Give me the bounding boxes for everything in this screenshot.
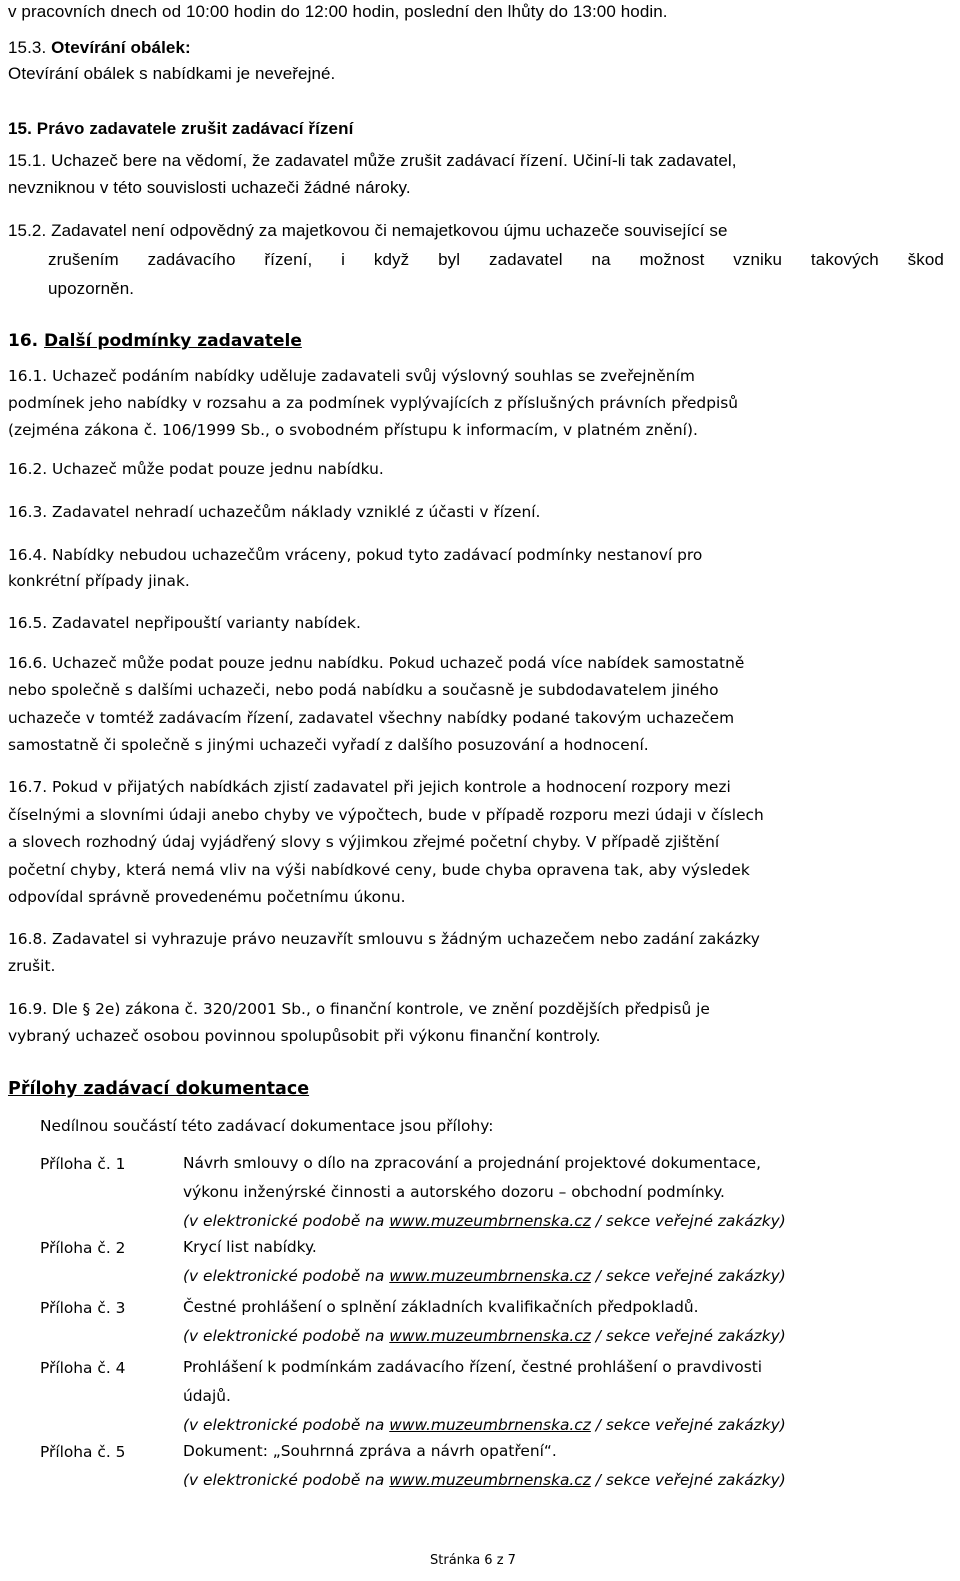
page-number-footer: Stránka 6 z 7 [430, 1553, 516, 1568]
attachment-description [183, 1149, 786, 1236]
museum-website-link[interactable]: www.muzeumbrnenska.cz [389, 1267, 591, 1285]
section-15-heading [8, 118, 353, 140]
section-16-3: 16.3. Zadavatel nehradí uchazečům náklady vzniklé z účasti v řízení. [8, 503, 541, 521]
section-number: 15.3. [8, 38, 47, 57]
attachment-description [183, 1437, 786, 1495]
section-16-heading [8, 330, 302, 352]
source-suffix: / sekce veřejné zakázky) [590, 1267, 786, 1285]
section-16-2: 16.2. Uchazeč může podat pouze jednu nabídku. [8, 460, 384, 478]
attachments-heading: Přílohy zadávací dokumentace [8, 1079, 310, 1099]
section-16-4-line1: 16.4. Nabídky nebudou uchazečům vráceny, pokud tyto zadávací podmínky nestanoví pro [8, 546, 703, 564]
attachment-source-note [183, 1207, 786, 1236]
section-16-6-line1: 16.6. Uchazeč může podat pouze jednu nabídku. Pokud uchazeč podá více nabídek samostatně [8, 654, 745, 672]
attachment-source-note [183, 1262, 786, 1291]
attachment-line: Krycí list nabídky. [183, 1238, 317, 1256]
section-number: 15. [8, 119, 32, 138]
paragraph-line: v pracovních dnech od 10:00 hodin do 12:00 hodin, poslední den lhůty do 13:00 hodin. [8, 2, 668, 21]
paragraph-text: Zadavatel není odpovědný za majetkovou či nemajetkovou újmu uchazeče související se [51, 221, 728, 240]
attachment-source-note [183, 1411, 786, 1440]
attachment-line: výkonu inženýrské činnosti a autorského dozoru – obchodní podmínky. [183, 1183, 725, 1201]
source-suffix: / sekce veřejné zakázky) [590, 1416, 786, 1434]
section-16-1-line1 [8, 365, 695, 387]
paragraph-line: nebo společně s dalšími uchazeči, nebo podá nabídku a současně je subdodavatelem jiného [8, 681, 719, 699]
source-prefix: (v elektronické podobě na [183, 1416, 390, 1434]
paragraph-line: podmínek jeho nabídky v rozsahu a za podmínek vyplývajících z příslušných právních předpisů [8, 394, 739, 412]
section-15-2-line1 [8, 220, 728, 242]
paragraph-line: konkrétní případy jinak. [8, 572, 190, 590]
section-16-7-line1: 16.7. Pokud v přijatých nabídkách zjistí zadavatel při jejich kontrole a hodnocení rozpory mezi [8, 778, 731, 796]
section-number: 16. [8, 331, 39, 351]
paragraph-line: upozorněn. [48, 279, 135, 298]
attachment-description [183, 1353, 786, 1440]
source-prefix: (v elektronické podobě na [183, 1471, 390, 1489]
paragraph-line: zrušením zadávacího řízení, i když byl zadavatel na možnost vzniku takových škod [48, 250, 944, 269]
attachment-source-note [183, 1322, 786, 1351]
attachment-source-note [183, 1466, 786, 1495]
paragraph-line: nevzniknou v této souvislosti uchazeči žádné nároky. [8, 178, 411, 197]
attachment-line: Čestné prohlášení o splnění základních kvalifikačních předpokladů. [183, 1298, 699, 1316]
source-suffix: / sekce veřejné zakázky) [590, 1212, 786, 1230]
museum-website-link[interactable]: www.muzeumbrnenska.cz [389, 1327, 591, 1345]
attachments-intro: Nedílnou součástí této zadávací dokumentace jsou přílohy: [40, 1117, 494, 1135]
attachment-label: Příloha č. 2 [40, 1239, 126, 1257]
paragraph-text: Uchazeč podáním nabídky uděluje zadavateli svůj výslovný souhlas se zveřejněním [52, 367, 695, 385]
source-suffix: / sekce veřejné zakázky) [590, 1327, 786, 1345]
paragraph-line: uchazeče v tomtéž zadávacím řízení, zadavatel všechny nabídky podané takovým uchazečem [8, 709, 735, 727]
source-prefix: (v elektronické podobě na [183, 1212, 390, 1230]
attachment-line: údajů. [183, 1387, 231, 1405]
section-16-5: 16.5. Zadavatel nepřipouští varianty nabídek. [8, 614, 361, 632]
museum-website-link[interactable]: www.muzeumbrnenska.cz [389, 1212, 591, 1230]
section-title: Otevírání obálek: [51, 38, 191, 57]
attachment-label: Příloha č. 4 [40, 1359, 126, 1377]
paragraph-line: (zejména zákona č. 106/1999 Sb., o svobodném přístupu k informacím, v platném znění). [8, 421, 698, 439]
museum-website-link[interactable]: www.muzeumbrnenska.cz [389, 1416, 591, 1434]
paragraph-line: odpovídal správně provedenému početnímu úkonu. [8, 888, 406, 906]
source-suffix: / sekce veřejné zakázky) [590, 1471, 786, 1489]
attachment-line: Prohlášení k podmínkám zadávacího řízení, čestné prohlášení o pravdivosti [183, 1358, 763, 1376]
section-15-3-heading [8, 37, 191, 59]
source-prefix: (v elektronické podobě na [183, 1327, 390, 1345]
paragraph-line: samostatně či společně s jinými uchazeči vyřadí z dalšího posuzování a hodnocení. [8, 736, 649, 754]
section-16-8-line1: 16.8. Zadavatel si vyhrazuje právo neuzavřít smlouvu s žádným uchazečem nebo zadání zakázky [8, 930, 760, 948]
attachment-label: Příloha č. 5 [40, 1443, 126, 1461]
paragraph-line: vybraný uchazeč osobou povinnou spolupůsobit při výkonu finanční kontroly. [8, 1027, 601, 1045]
attachment-label: Příloha č. 3 [40, 1299, 126, 1317]
attachment-line: Dokument: „Souhrnná zpráva a návrh opatření“. [183, 1442, 557, 1460]
section-15-1-line1 [8, 150, 737, 172]
paragraph-line: Otevírání obálek s nabídkami je neveřejné. [8, 64, 336, 83]
section-title: Právo zadavatele zrušit zadávací řízení [36, 119, 354, 138]
paragraph-line: zrušit. [8, 957, 56, 975]
paragraph-line: a slovech rozhodný údaj vyjádřený slovy s výjimkou zřejmé početní chyby. V případě zjištění [8, 833, 720, 851]
source-prefix: (v elektronické podobě na [183, 1267, 390, 1285]
attachment-line: Návrh smlouvy o dílo na zpracování a projednání projektové dokumentace, [183, 1154, 762, 1172]
section-number: 16.1. [8, 367, 48, 385]
paragraph-line: číselnými a slovními údaji anebo chyby ve výpočtech, bude v případě rozporu mezi údaji v číslech [8, 806, 764, 824]
section-number: 15.1. [8, 151, 47, 170]
attachment-description [183, 1233, 786, 1291]
museum-website-link[interactable]: www.muzeumbrnenska.cz [389, 1471, 591, 1489]
attachment-label: Příloha č. 1 [40, 1155, 126, 1173]
section-number: 15.2. [8, 221, 47, 240]
paragraph-line: početní chyby, která nemá vliv na výši nabídkové ceny, bude chyba opravena tak, aby výsledek [8, 861, 750, 879]
paragraph-text: Uchazeč bere na vědomí, že zadavatel může zrušit zadávací řízení. Učiní-li tak zadavatel, [51, 151, 737, 170]
attachment-description [183, 1293, 786, 1351]
section-16-9-line1: 16.9. Dle § 2e) zákona č. 320/2001 Sb., o finanční kontrole, ve znění pozdějších předpisů je [8, 1000, 710, 1018]
section-title: Další podmínky zadavatele [44, 331, 302, 351]
